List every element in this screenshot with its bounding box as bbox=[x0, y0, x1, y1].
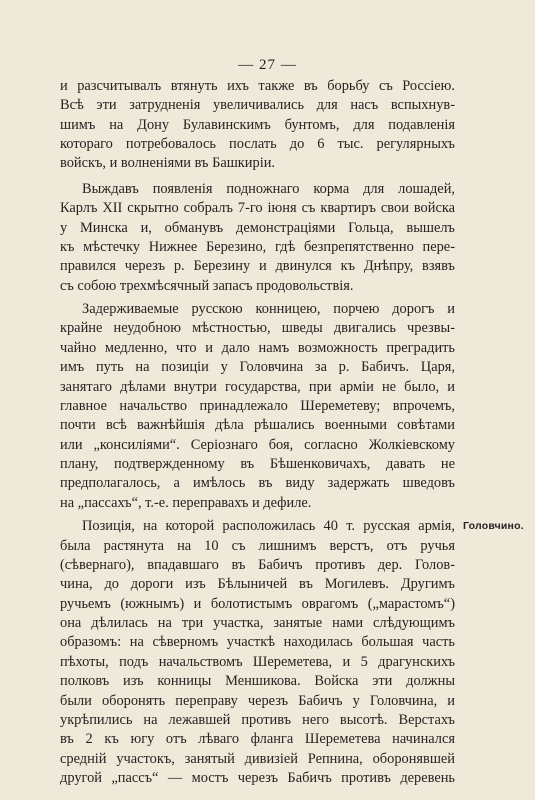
text-line: или „консиліями“. Серіознаго боя, согласно Жолкіевскому bbox=[60, 437, 455, 453]
text-line: (сѣвернаго), впадавшаго въ Бабичъ противъ дер. Голов- bbox=[60, 557, 455, 573]
text-line: была растянута на 10 съ лишнимъ верстъ, отъ ручья bbox=[60, 538, 455, 554]
text-line: Задерживаемые русскою конницею, порчею дорогъ и bbox=[82, 301, 455, 317]
text-line: имъ путь на позиціи у Головчина за р. Бабичъ. Царя, bbox=[60, 359, 455, 375]
text-line: она дѣлилась на три участка, занятые нами слѣдующимъ bbox=[60, 615, 455, 631]
text-line: на „пассахъ“, т.-е. переправахъ и дефиле. bbox=[60, 495, 312, 511]
text-line: занятаго дѣлами внутри государства, при арміи не было, и bbox=[60, 379, 455, 395]
text-line: укрѣпились на лежавшей противъ него высотѣ. Верстахъ bbox=[60, 712, 455, 728]
text-line: плану, подтвержденному въ Бѣшенковичахъ, давать не bbox=[60, 456, 455, 472]
text-line: пѣхоты, подъ начальствомъ Шереметева, и 5 драгунскихъ bbox=[60, 654, 455, 670]
text-line: образомъ: на сѣверномъ участкѣ находилась большая часть bbox=[60, 634, 455, 650]
text-line: чайно медленно, что и дало намъ возможность преградить bbox=[60, 340, 455, 356]
text-line: полковъ изъ конницы Меншикова. Войска эти должны bbox=[60, 673, 455, 689]
text-line: и разсчитывалъ втянуть ихъ также въ борьбу съ Россіею. bbox=[60, 78, 455, 94]
text-line: правился черезъ р. Березину и двинулся къ Днѣпру, взявъ bbox=[60, 258, 455, 274]
text-line: въ 2 къ югу отъ лѣваго фланга Шереметева начинался bbox=[60, 731, 455, 747]
text-line: средній участокъ, занятый дивизіей Репнина, оборонявшей bbox=[60, 751, 455, 767]
text-line: войскъ, и волненіями въ Башкиріи. bbox=[60, 155, 275, 171]
text-line: чина, до дороги изъ Бѣлыничей въ Могилевъ. Другимъ bbox=[60, 576, 455, 592]
text-line: шимъ на Дону Булавинскимъ бунтомъ, для подавленія bbox=[60, 117, 455, 133]
text-line: другой „пассъ“ — мостъ черезъ Бабичъ противъ деревень bbox=[60, 770, 455, 786]
text-line: были оборонять переправу черезъ Бабичъ у Головчина, и bbox=[60, 693, 455, 709]
text-line: предполагалось, а имѣлось въ виду задержать шведовъ bbox=[60, 475, 455, 491]
text-line: у Минска и, обманувъ демонстраціями Гольца, вышелъ bbox=[60, 220, 455, 236]
text-line: Всѣ эти затрудненія увеличивались для насъ вспыхнув- bbox=[60, 97, 455, 113]
page-number: — 27 — bbox=[238, 57, 297, 73]
text-line: крайне неудобною мѣстностью, шведы двигались чрезвы- bbox=[60, 320, 455, 336]
text-line: Карлъ XII скрытно собралъ 7-го іюня съ квартиръ свои войска bbox=[60, 200, 455, 216]
text-line: котораго потребовалось послать до 6 тыс. регулярныхъ bbox=[60, 136, 455, 152]
text-line: ручьемъ (южнымъ) и болотистымъ оврагомъ („марастомъ“) bbox=[60, 596, 455, 612]
text-line: съ собою трехмѣсячный запасъ продовольствія. bbox=[60, 278, 354, 294]
margin-note: Головчино. bbox=[463, 520, 524, 532]
text-line: къ мѣстечку Нижнее Березино, гдѣ безпрепятственно пере- bbox=[60, 239, 455, 255]
text-line: почти всѣ важнѣйшія дѣла рѣшались военными совѣтами bbox=[60, 417, 455, 433]
text-line: Выждавъ появленія подножнаго корма для лошадей, bbox=[82, 181, 455, 197]
text-line: главное начальство принадлежало Шереметеву; впрочемъ, bbox=[60, 398, 455, 414]
text-line: Позиція, на которой расположилась 40 т. русская армія, bbox=[82, 518, 455, 534]
